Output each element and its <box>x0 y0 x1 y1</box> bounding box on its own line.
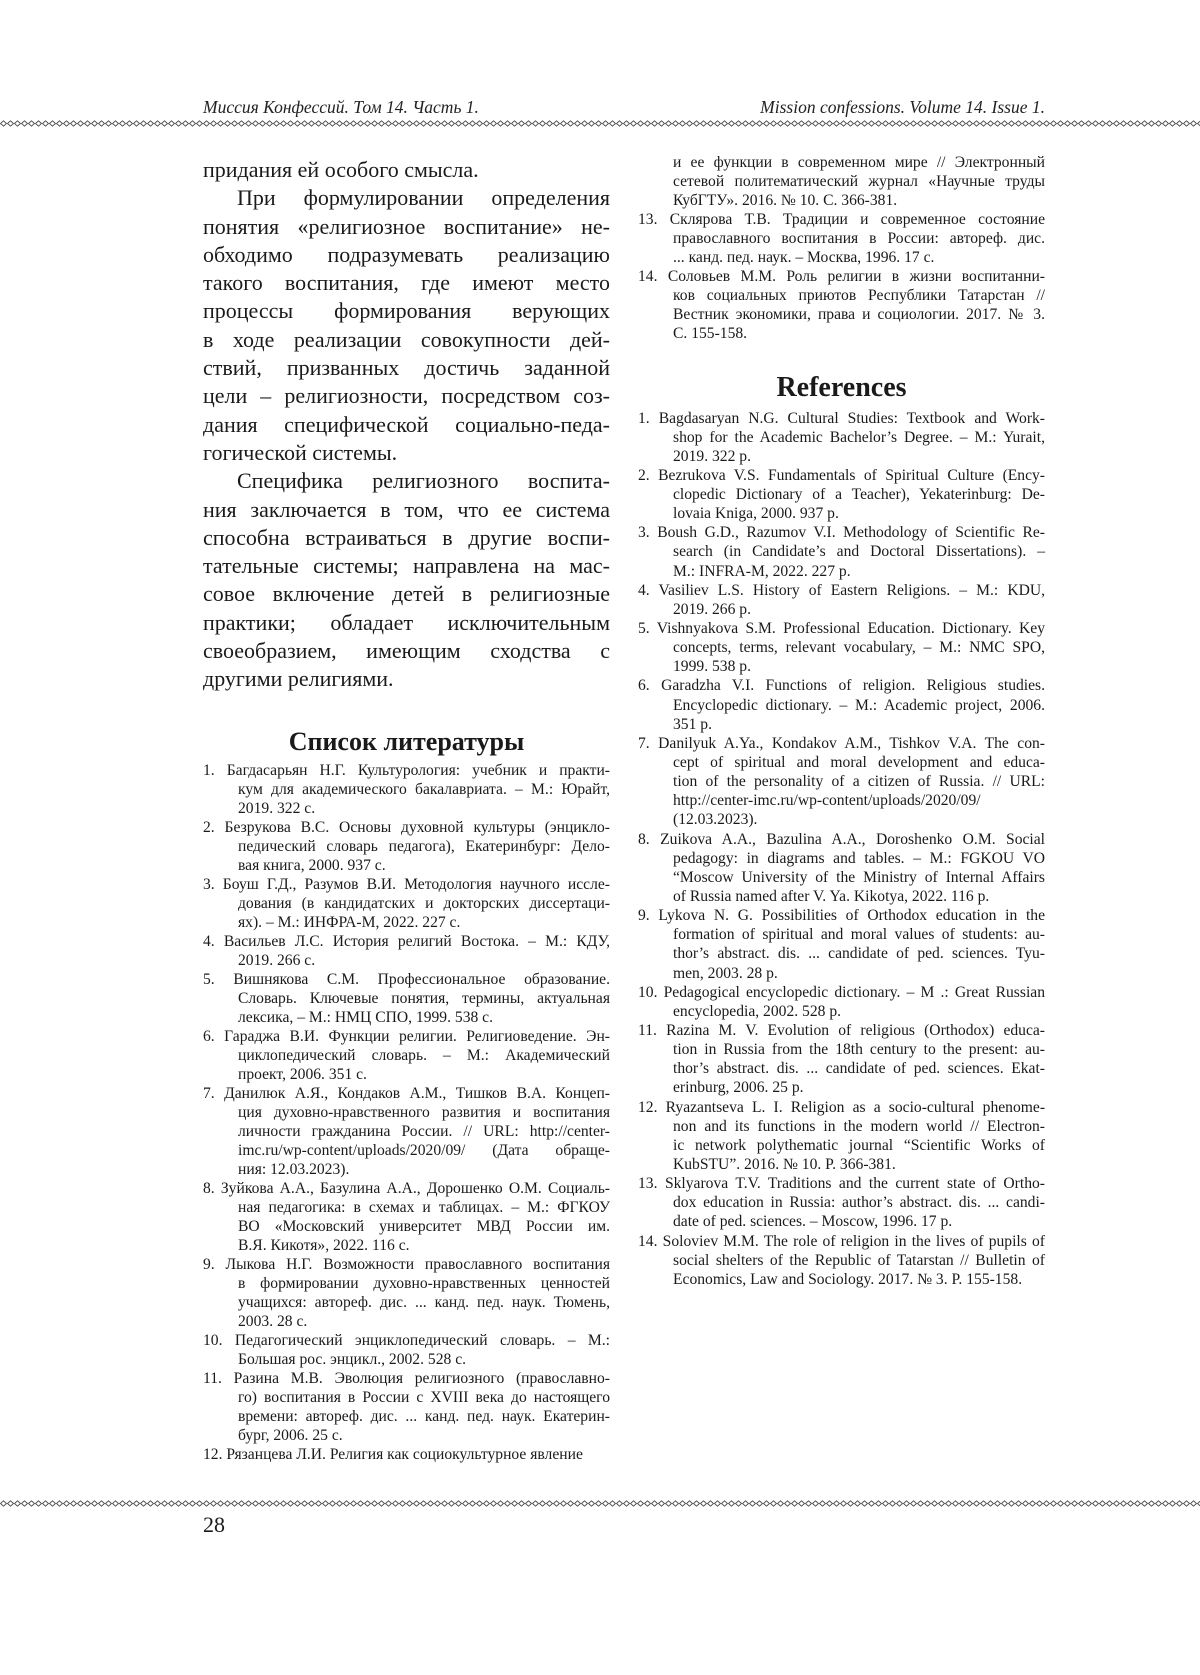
paragraph-line: гогической системы. <box>203 439 398 465</box>
reference-entry-line <box>203 837 610 856</box>
reference-text: ... канд. пед. наук. – Москва, 1996. 17 с. <box>673 248 935 266</box>
reference-text: 2019. 322 p. <box>673 447 751 465</box>
paragraph-line: совое включение детей в религиозные <box>203 581 610 607</box>
reference-text: кум для академического бакалавриата. – М.: Юрайт, <box>238 780 610 798</box>
reference-entry-line <box>638 1059 1045 1078</box>
reference-entry-line <box>203 1407 610 1426</box>
reference-text: pedagogy: in diagrams and tables. – M.: FGKOU VO <box>673 849 1045 867</box>
reference-entry-line <box>638 172 1045 191</box>
reference-text: лексика, – М.: НМЦ СПО, 1999. 538 с. <box>238 1008 494 1026</box>
reference-number: 7. <box>203 1084 225 1102</box>
reference-entry-line <box>638 542 1045 561</box>
reference-text: Багдасарьян Н.Г. Культурология: учебник и практи- <box>226 761 611 779</box>
reference-number: 9. <box>638 907 659 925</box>
reference-entry-line <box>638 485 1045 504</box>
reference-entry-line <box>638 210 1045 229</box>
reference-text: ков социальных приютов Республики Татарстан // <box>673 286 1045 304</box>
reference-text: КубГТУ». 2016. № 10. С. 366-381. <box>673 191 898 209</box>
reference-entry-line <box>203 1426 610 1445</box>
reference-entry-line <box>638 1212 1045 1231</box>
reference-entry-line <box>203 1065 610 1084</box>
reference-text: social shelters of the Republic of Tatarstan // Bulletin of <box>673 1251 1045 1269</box>
reference-entry-line <box>638 523 1045 542</box>
reference-entry-line <box>638 868 1045 887</box>
references-heading-en: References <box>776 372 907 403</box>
reference-text: http://center-imc.ru/wp-content/uploads/2020/09/ <box>673 792 981 810</box>
reference-text: Зуйкова А.А., Базулина А.А., Дорошенко О.М. Социаль- <box>220 1179 610 1197</box>
journal-header-ru: Миссия Конфессий. Том 14. Часть 1. <box>203 97 479 117</box>
reference-text: Bagdasaryan N.G. Cultural Studies: Textbook and Work- <box>658 409 1045 427</box>
reference-entry-line <box>638 964 1045 983</box>
reference-entry-line <box>638 1002 1045 1021</box>
paragraph-line: в ходе реализации совокупности дей- <box>203 326 610 352</box>
reference-number: 2. <box>203 818 225 836</box>
paragraph-line: понятия «религиозное воспитание» не- <box>203 213 610 239</box>
reference-entry-line <box>203 989 610 1008</box>
reference-number: 11. <box>203 1369 234 1387</box>
reference-text: 351 p. <box>673 715 712 733</box>
reference-text: tion in Russia from the 18th century to the present: au- <box>673 1041 1045 1059</box>
reference-number: 8. <box>638 830 661 848</box>
reference-text: tion of the personality of a citizen of Russia. // URL: <box>673 773 1045 791</box>
reference-entry-line <box>638 191 1045 210</box>
reference-entry-line <box>638 810 1045 829</box>
reference-text: cept of spiritual and moral development and educa- <box>673 754 1045 772</box>
reference-text: non and its functions in the modern world // Electron- <box>673 1117 1045 1135</box>
reference-entry-line <box>638 657 1045 676</box>
reference-entry-line <box>638 830 1045 849</box>
reference-entry-line <box>638 600 1045 619</box>
reference-text: личности гражданина России. // URL: http://center- <box>238 1122 610 1140</box>
reference-text: (12.03.2023). <box>673 811 758 829</box>
reference-text: Вишнякова С.М. Профессиональное образование. <box>233 970 610 988</box>
reference-text: Vasiliev L.S. History of Eastern Religions. – M.: KDU, <box>658 581 1046 599</box>
reference-entry-line <box>638 849 1045 868</box>
reference-number: 4. <box>638 581 659 599</box>
reference-entry-line <box>203 1445 610 1464</box>
reference-entry-line <box>638 619 1045 638</box>
reference-text: concepts, terms, relevant vocabulary, – M.: NMC SPO, <box>673 639 1045 657</box>
reference-entry-line <box>203 1103 610 1122</box>
paragraph-line: практики; обладает исключительным <box>203 609 610 635</box>
reference-number: 9. <box>203 1255 226 1273</box>
reference-list-ru <box>203 761 610 1464</box>
reference-text: formation of spiritual and moral values of students: au- <box>673 926 1045 944</box>
reference-text: Лыкова Н.Г. Возможности православного воспитания <box>225 1255 611 1273</box>
reference-text: M.: INFRA-M, 2022. 227 p. <box>673 562 851 580</box>
reference-text: Zuikova A.A., Bazulina A.A., Doroshenko O.M. Social <box>660 830 1046 848</box>
reference-text: Danilyuk A.Ya., Kondakov A.M., Tishkov V.A. The con- <box>658 734 1045 752</box>
reference-text: Вестник экономики, права и социологии. 2017. № 3. <box>673 305 1045 323</box>
reference-number: 3. <box>203 875 223 893</box>
reference-entry-line <box>638 324 1045 343</box>
reference-list-en <box>638 409 1045 1289</box>
reference-entry-line <box>638 1232 1045 1251</box>
reference-entry-line <box>638 428 1045 447</box>
reference-text: ях). – М.: ИНФРА-М, 2022. 227 с. <box>238 913 461 931</box>
reference-entry-line <box>638 944 1045 963</box>
reference-entry-line <box>638 286 1045 305</box>
reference-entry-line <box>638 791 1045 810</box>
reference-text: erinburg, 2006. 25 p. <box>673 1079 804 1097</box>
reference-entry-line <box>638 983 1045 1002</box>
article-body-text <box>203 156 610 694</box>
reference-entry-line <box>638 715 1045 734</box>
reference-text: Lykova N. G. Possibilities of Orthodox education in the <box>658 907 1045 925</box>
reference-text: Razina M. V. Evolution of religious (Orthodox) educa- <box>666 1022 1045 1039</box>
reference-text: clopedic Dictionary of a Teacher), Yekaterinburg: De- <box>673 486 1045 504</box>
reference-text: thor’s abstract. dis. ... candidate of ped. sciences. Tyu- <box>673 945 1045 963</box>
reference-entry-line <box>203 1350 610 1369</box>
reference-text: го) воспитания в России с XVIII века до настоящего <box>238 1388 610 1406</box>
reference-text: ic network polythematic journal “Scientific Works of <box>673 1136 1045 1154</box>
paragraph-line: процессы формирования верующих <box>203 298 610 324</box>
reference-number: 12. <box>638 1098 666 1116</box>
reference-entry-line <box>203 1388 610 1407</box>
paragraph-line: своеобразием, имеющим сходства с <box>203 638 610 664</box>
reference-entry-line <box>203 1122 610 1141</box>
reference-entry-line <box>203 1293 610 1312</box>
reference-text: дования (в кандидатских и докторских диссертаци- <box>238 894 610 912</box>
paragraph-line: тательные системы; направлена на мас- <box>203 553 610 579</box>
paragraph-line: способна встраиваться в другие воспи- <box>203 524 610 550</box>
paragraph-line: дания специфической социально-педа- <box>203 411 610 437</box>
reference-entry-line <box>203 1160 610 1179</box>
paragraph-line: придания ей особого смысла. <box>203 157 479 182</box>
reference-text: encyclopedia, 2002. 528 p. <box>673 1002 842 1020</box>
reference-text: 2019. 322 с. <box>238 799 316 817</box>
reference-entry-line <box>638 248 1045 267</box>
reference-text: Педагогический энциклопедический словарь. – М.: <box>234 1331 611 1349</box>
reference-text: Большая рос. энцикл., 2002. 528 с. <box>238 1350 467 1368</box>
reference-text: в формировании духовно-нравственных ценностей <box>238 1274 610 1292</box>
reference-entry-line <box>638 229 1045 248</box>
reference-entry-line <box>203 1198 610 1217</box>
reference-text: православного воспитания в России: автореф. дис. <box>673 229 1045 247</box>
reference-text: Garadzha V.I. Functions of religion. Religious studies. <box>661 677 1046 695</box>
reference-entry-line <box>638 1117 1045 1136</box>
reference-entry-line <box>638 1098 1045 1117</box>
reference-text: Vishnyakova S.M. Professional Education. Dictionary. Key <box>656 620 1046 638</box>
reference-text: и ее функции в современном мире // Электронный <box>673 153 1045 171</box>
reference-entry-line <box>203 1236 610 1255</box>
reference-entry-line <box>638 1136 1045 1155</box>
reference-entry-line <box>638 1174 1045 1193</box>
reference-entry-line <box>203 1217 610 1236</box>
reference-entry-line <box>638 466 1045 485</box>
reference-text: времени: автореф. дис. ... канд. пед. наук. Екатерин- <box>238 1407 610 1425</box>
reference-text: shop for the Academic Bachelor’s Degree. – M.: Yurait, <box>673 428 1045 446</box>
reference-text: бург, 2006. 25 с. <box>238 1426 343 1444</box>
header-ornament-divider <box>0 120 1200 127</box>
reference-entry-line <box>638 696 1045 715</box>
reference-text: 2019. 266 с. <box>238 951 316 969</box>
reference-text: 1999. 538 p. <box>673 658 751 676</box>
reference-entry-line <box>203 951 610 970</box>
reference-number: 6. <box>203 1027 225 1045</box>
reference-entry-line <box>203 780 610 799</box>
reference-text: Economics, Law and Sociology. 2017. № 3. P. 155-158. <box>673 1270 1023 1288</box>
reference-entry-line <box>638 153 1045 172</box>
reference-number: 10. <box>638 983 664 1001</box>
reference-entry-line <box>203 932 610 951</box>
reference-text: Bezrukova V.S. Fundamentals of Spiritual Culture (Ency- <box>658 466 1046 484</box>
reference-entry-line <box>203 1255 610 1274</box>
paragraph-line: другими религиями. <box>203 666 394 692</box>
reference-entry-line <box>638 676 1045 695</box>
reference-entry-line <box>203 1084 610 1103</box>
reference-number: 12. <box>203 1445 227 1463</box>
reference-entry-line <box>638 772 1045 791</box>
reference-entry-line <box>203 1179 610 1198</box>
paragraph-line: ствий, призванных достичь заданной <box>203 355 610 381</box>
reference-entry-line <box>203 913 610 932</box>
reference-text: ная педагогика: в схемах и таблицах. – М.: ФГКОУ <box>238 1198 610 1216</box>
reference-number: 14. <box>638 1232 663 1250</box>
reference-text: KubSTU”. 2016. № 10. P. 366-381. <box>673 1155 896 1173</box>
reference-entry-line <box>203 856 610 875</box>
paragraph-line: Специфика религиозного воспита- <box>237 468 610 494</box>
reference-text: Boush G.D., Razumov V.I. Methodology of Scientific Re- <box>657 524 1046 542</box>
reference-text: Sklyarova T.V. Traditions and the current state of Ortho- <box>664 1175 1045 1193</box>
reference-text: “Moscow University of the Ministry of Internal Affairs <box>673 868 1045 886</box>
reference-entry-line <box>203 875 610 894</box>
reference-number: 8. <box>203 1179 221 1197</box>
footer-ornament-divider <box>0 1500 1200 1507</box>
reference-entry-line <box>638 638 1045 657</box>
reference-number: 5. <box>203 970 234 988</box>
reference-number: 2. <box>638 466 659 484</box>
reference-number: 3. <box>638 524 658 542</box>
reference-entry-line <box>638 562 1045 581</box>
reference-text: Соловьев М.М. Роль религии в жизни воспитанни- <box>667 267 1045 285</box>
reference-number: 1. <box>203 761 227 779</box>
reference-number: 5. <box>638 620 657 638</box>
page-number: 28 <box>203 1512 225 1537</box>
reference-entry-line <box>203 799 610 818</box>
reference-text: date of ped. sciences. – Moscow, 1996. 17 p. <box>673 1213 953 1231</box>
reference-entry-line <box>203 970 610 989</box>
reference-text: search (in Candidate’s and Doctoral Dissertations). – <box>673 543 1045 561</box>
reference-text: ция духовно-нравственного развития и воспитания <box>238 1103 610 1121</box>
reference-entry-line <box>638 734 1045 753</box>
reference-text: Encyclopedic dictionary. – M.: Academic project, 2006. <box>673 696 1045 714</box>
reference-text: Данилюк А.Я., Кондаков А.М., Тишков В.А. Концеп- <box>224 1084 611 1102</box>
reference-text: С. 155-158. <box>673 324 748 342</box>
reference-entry-line <box>638 409 1045 428</box>
reference-text: Pedagogical encyclopedic dictionary. – M .: Great Russian <box>663 983 1045 1001</box>
reference-entry-line <box>203 1369 610 1388</box>
reference-text: Безрукова В.С. Основы духовной культуры (энцикло- <box>224 818 611 836</box>
reference-entry-line <box>638 1270 1045 1289</box>
reference-number: 13. <box>638 210 670 228</box>
reference-number: 10. <box>203 1331 235 1349</box>
reference-entry-line <box>638 267 1045 286</box>
reference-entry-line <box>638 925 1045 944</box>
reference-number: 13. <box>638 1175 665 1193</box>
reference-entry-line <box>203 1046 610 1065</box>
reference-entry-line <box>203 1027 610 1046</box>
reference-entry-line <box>203 894 610 913</box>
reference-text: dox education in Russia: author’s abstract. dis. ... candi- <box>673 1194 1045 1212</box>
reference-text: сетевой политематический журнал «Научные труды <box>673 172 1045 190</box>
reference-text: of Russia named after V. Ya. Kikotya, 2022. 116 p. <box>673 888 990 906</box>
reference-number: 11. <box>638 1022 667 1039</box>
reference-entry-line <box>203 1008 610 1027</box>
reference-text: Гараджа В.И. Функции религии. Религиоведение. Эн- <box>224 1027 610 1045</box>
reference-entry-line <box>638 447 1045 466</box>
reference-entry-line <box>638 887 1045 906</box>
reference-text: Soloviev M.M. The role of religion in the lives of pupils of <box>662 1232 1045 1250</box>
paragraph-line: цели – религиозности, посредством соз- <box>203 383 610 409</box>
reference-text: вая книга, 2000. 937 с. <box>238 856 386 874</box>
reference-entry-line <box>638 1078 1045 1097</box>
reference-text: учащихся: автореф. дис. ... канд. пед. наук. Тюмень, <box>238 1293 610 1311</box>
journal-header-en: Mission confessions. Volume 14. Issue 1. <box>760 97 1045 117</box>
reference-entry-line <box>203 1141 610 1160</box>
reference-text: Боуш Г.Д., Разумов В.И. Методология научного иссле- <box>222 875 610 893</box>
reference-text: проект, 2006. 351 с. <box>238 1065 367 1083</box>
reference-entry-line <box>638 1193 1045 1212</box>
reference-entry-line <box>638 906 1045 925</box>
paragraph-line: При формулировании определения <box>237 185 610 211</box>
reference-entry-line <box>638 1251 1045 1270</box>
reference-entry-line <box>638 581 1045 600</box>
reference-number: 14. <box>638 267 668 285</box>
reference-entry-line <box>638 305 1045 324</box>
reference-entry-line <box>638 1040 1045 1059</box>
reference-text: Словарь. Ключевые понятия, термины, актуальная <box>238 989 610 1007</box>
reference-text: imc.ru/wp-content/uploads/2020/09/ (Дата обраще- <box>238 1141 610 1159</box>
reference-number: 6. <box>638 677 662 695</box>
reference-text: lovaia Kniga, 2000. 937 p. <box>673 505 839 523</box>
reference-entry-line <box>638 504 1045 523</box>
reference-number: 4. <box>203 932 224 950</box>
reference-entry-line <box>638 1021 1045 1040</box>
reference-text: men, 2003. 28 p. <box>673 964 778 982</box>
reference-text: Ryazantseva L. I. Religion as a socio-cultural phenome- <box>665 1098 1046 1116</box>
paragraph-line: такого воспитания, где имеют место <box>203 270 610 296</box>
reference-entry-line <box>203 1331 610 1350</box>
reference-text: Склярова Т.В. Традиции и современное состояние <box>669 210 1045 228</box>
reference-text: 2003. 28 с. <box>238 1312 308 1330</box>
reference-entry-line <box>203 761 610 780</box>
reference-text: В.Я. Кикотя», 2022. 116 с. <box>238 1236 410 1254</box>
references-heading-ru: Список литературы <box>288 727 525 756</box>
reference-text: ВО «Московский университет МВД России им. <box>238 1217 610 1235</box>
reference-entry-line <box>203 1312 610 1331</box>
reference-list-ru-continued <box>638 153 1045 343</box>
reference-entry-line <box>638 1155 1045 1174</box>
reference-text: педический словарь педагога), Екатеринбург: Дело- <box>238 837 610 855</box>
reference-text: ния: 12.03.2023). <box>238 1160 350 1178</box>
reference-text: Разина М.В. Эволюция религиозного (православно- <box>233 1369 610 1387</box>
reference-text: Васильев Л.С. История религий Востока. – М.: КДУ, <box>223 932 610 950</box>
reference-number: 7. <box>638 734 659 752</box>
reference-entry-line <box>203 818 610 837</box>
reference-text: циклопедический словарь. – М.: Академический <box>238 1046 610 1064</box>
paragraph-line: ния заключается в том, что ее система <box>203 496 610 522</box>
reference-entry-line <box>638 753 1045 772</box>
reference-text: thor’s abstract. dis. ... candidate of ped. sciences. Ekat- <box>673 1060 1045 1078</box>
reference-text: Рязанцева Л.И. Религия как социокультурное явление <box>226 1445 583 1463</box>
reference-number: 1. <box>638 409 659 427</box>
reference-text: 2019. 266 p. <box>673 600 751 618</box>
paragraph-line: обходимо подразумевать реализацию <box>203 241 610 267</box>
reference-entry-line <box>203 1274 610 1293</box>
